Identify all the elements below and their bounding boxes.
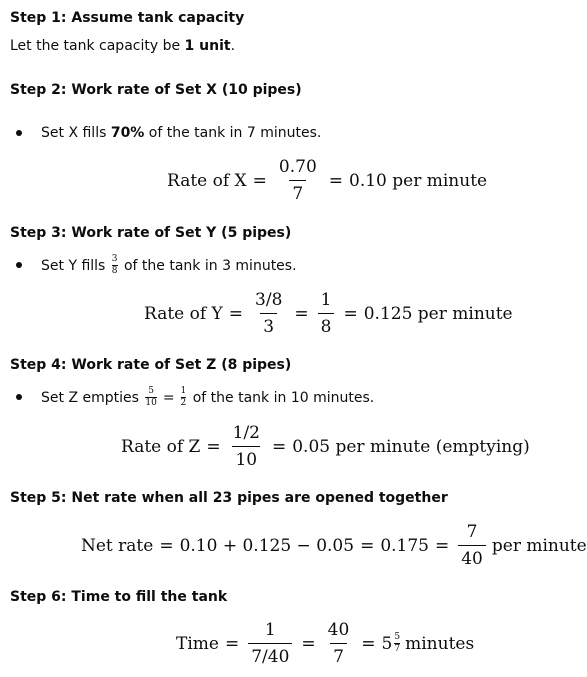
fraction-numerator: 5 [394, 632, 401, 642]
inline-fraction [394, 633, 400, 654]
step1-text [10, 36, 235, 56]
fraction [458, 522, 486, 569]
equals-sign: = [301, 633, 316, 654]
step5-heading: Step 5: Net rate when all 23 pipes are opened together [10, 490, 448, 506]
step4-bullet-pre: Set Z empties [41, 389, 144, 406]
eq-expression: 0.10 + 0.125 − 0.05 [179, 535, 355, 556]
eq-label: Time [176, 633, 219, 654]
equals-sign: = [159, 535, 174, 556]
fraction [252, 290, 285, 337]
step3-heading: Step 3: Work rate of Set Y (5 pipes) [10, 225, 292, 241]
step2-bullet-text [41, 123, 321, 143]
fraction-denominator: 8 [111, 266, 118, 276]
fraction-denominator: 7 [330, 643, 347, 667]
fraction [276, 157, 320, 204]
bullet-dot [16, 262, 22, 268]
step3-bullet-pre: Set Y fills [41, 257, 110, 274]
fraction-denominator: 40 [458, 545, 486, 569]
step4-heading: Step 4: Work rate of Set Z (8 pipes) [10, 357, 292, 373]
equals-sign: = [434, 535, 450, 556]
fraction-numerator: 1/2 [232, 423, 260, 443]
eq-result: 0.125 per minute [363, 303, 513, 324]
step2-heading: Step 2: Work rate of Set X (10 pipes) [10, 82, 302, 98]
equals-sign: = [224, 633, 240, 654]
equals-sign: = [252, 170, 267, 191]
eq-unit: per minute [491, 535, 587, 556]
fraction [230, 423, 263, 470]
equals-sign: = [206, 436, 221, 457]
fraction-numerator: 3 [111, 254, 118, 264]
fraction-denominator: 7 [289, 180, 306, 204]
fraction-numerator: 1 [264, 620, 276, 640]
step6-equation [176, 620, 474, 667]
step1-text-bold: 1 unit [184, 38, 231, 54]
step4-bullet-post: of the tank in 10 minutes. [188, 389, 375, 406]
equals-sign: = [271, 436, 287, 457]
fraction-denominator: 2 [180, 398, 187, 408]
bullet-dot [16, 130, 22, 136]
fraction-denominator: 7/40 [248, 643, 292, 667]
step3-equation [144, 290, 513, 337]
fraction-denominator: 3 [260, 313, 277, 337]
equals-sign: = [162, 389, 175, 406]
step4-equation [121, 423, 530, 470]
fraction-denominator: 10 [145, 398, 157, 408]
equals-sign: = [328, 170, 344, 191]
fraction-numerator: 1 [320, 290, 332, 310]
eq-label: Rate of Y [144, 303, 223, 324]
eq-unit: minutes [405, 633, 475, 654]
fraction-numerator: 7 [466, 522, 478, 542]
eq-result: 0.10 per minute [349, 170, 488, 191]
equals-sign: = [360, 535, 375, 556]
step3-bullet-post: of the tank in 3 minutes. [119, 257, 297, 274]
step1-heading: Step 1: Assume tank capacity [10, 10, 245, 26]
step2-bullet-post: of the tank in 7 minutes. [144, 125, 322, 141]
equals-sign: = [228, 303, 244, 324]
fraction [248, 620, 292, 667]
fraction-denominator: 10 [232, 446, 260, 470]
fraction [325, 620, 353, 667]
step2-bullet-pre: Set X fills [41, 125, 111, 141]
eq-label: Rate of X [167, 170, 247, 191]
step4-bullet-text [41, 387, 374, 408]
step3-bullet-text [41, 255, 297, 276]
inline-fraction [112, 255, 118, 276]
step1-text-post: . [230, 38, 236, 54]
eq-result: 0.05 per minute (emptying) [292, 436, 530, 457]
bullet-dot [16, 394, 22, 400]
inline-fraction [181, 387, 187, 408]
step2-equation [167, 157, 487, 204]
fraction [318, 290, 335, 337]
fraction-numerator: 3/8 [255, 290, 283, 310]
fraction-numerator: 1 [180, 386, 187, 396]
eq-label: Net rate [81, 535, 154, 556]
inline-fraction [145, 387, 156, 408]
fraction-numerator: 5 [148, 386, 154, 396]
equals-sign: = [294, 303, 309, 324]
fraction-numerator: 0.70 [278, 157, 317, 177]
step1-text-pre: Let the tank capacity be [10, 38, 185, 54]
eq-label: Rate of Z [121, 436, 201, 457]
fraction-denominator: 7 [394, 644, 401, 654]
fraction-numerator: 40 [327, 620, 350, 640]
step2-bullet-bold: 70% [110, 125, 145, 141]
step5-equation [81, 522, 587, 569]
eq-value: 0.175 [380, 535, 429, 556]
mixed-whole: 5 [381, 633, 393, 654]
fraction-denominator: 8 [318, 313, 335, 337]
equals-sign: = [361, 633, 376, 654]
equals-sign: = [343, 303, 358, 324]
step6-heading: Step 6: Time to fill the tank [10, 589, 228, 605]
